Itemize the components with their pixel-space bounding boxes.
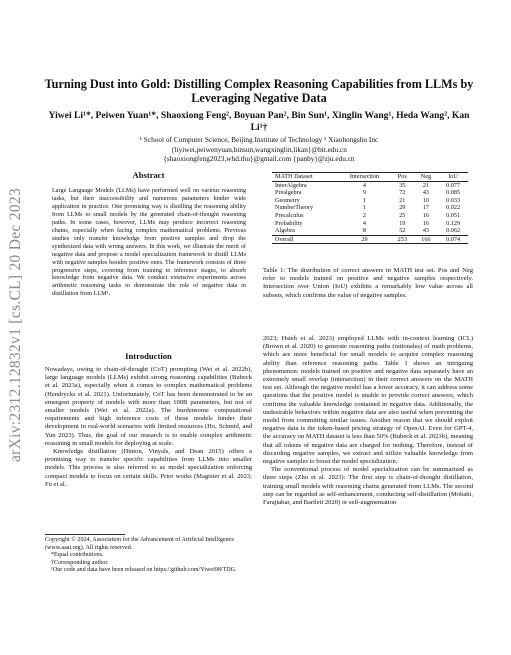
table-cell: 0.129 bbox=[446, 219, 461, 227]
intro-paragraph: Knowledge distillation (Hinton, Vinyals, and Dean 2015) offers a promising way to transfer specific capabilities from LLMs into smaller models. This process is also referred to as model specialization enforcing compact models to focus on certain skills. Prior works (Magister et al. 2023; Fu et al. bbox=[45, 448, 252, 488]
table-cell: 4 bbox=[362, 181, 367, 189]
affiliations bbox=[40, 135, 478, 164]
table-cell: 0.074 bbox=[446, 235, 461, 243]
table-cell: 1 bbox=[362, 196, 367, 204]
table-cell: Overall bbox=[275, 235, 294, 243]
introduction-heading: Introduction bbox=[125, 351, 172, 361]
table-header-cell: Pos bbox=[397, 173, 407, 180]
footnotes bbox=[45, 537, 252, 575]
table-cell: 17 bbox=[422, 204, 430, 212]
arxiv-identifier-stamp bbox=[4, 175, 28, 475]
table-cell: Algebra bbox=[275, 227, 295, 235]
table-1 bbox=[262, 172, 472, 244]
table-cell: 253 bbox=[397, 235, 407, 243]
table-row bbox=[272, 204, 468, 212]
abstract-body: Large Language Models (LLMs) have performed well on various reasoning tasks, but their inaccessibility and numerous parameters hinder wide application in practice. One promising way is distilling the reasoning ability from LLMs to small models by the generated chain-of-thought reasoning paths. In some cases, however, LLMs may produce incorrect reasoning chains, especially when facing complex mathematical problems. Previous studies only transfer knowledge from positive samples and drop the synthesized data with wrong answers. In this work, we illustrate the merit of negative data and propose a model specialization framework to distill LLMs with negative samples besides positive ones. The framework consists of three progressive steps, covering from training to inference stages, to absorb knowledge from negative data. We conduct extensive experiments across arithmetic reasoning tasks to demonstrate the role of negative data in distillation from LLM¹. bbox=[52, 187, 246, 298]
table-caption: Table 1: The distribution of correct answers in MATH test set. Pos and Neg refer to models trained on positive and negative samples respectively. Intersection over Union (IoU) exhibits a remarkably low value across all subsets, which confirms the value of negative samples. bbox=[263, 267, 473, 299]
table-cell: 8 bbox=[362, 227, 367, 235]
table-cell: 21 bbox=[422, 181, 430, 189]
arxiv-stamp-text: arXiv:2312.12832v1 [cs.CL] 20 Dec 2023 bbox=[7, 188, 24, 462]
table-header-cell: Intersection bbox=[349, 173, 380, 180]
paper-title: Turning Dust into Gold: Distilling Complex Reasoning Capabilities from LLMs by Leveraging Negative Data bbox=[44, 77, 474, 105]
right-column-body bbox=[263, 335, 473, 507]
body-paragraph: The conventional process of model specialization can be summarized as three steps (Zhu et al. 2023): The first step is chain-of-thought distillation, training small models with reasoning chains generated from LLMs. The second step can be regarded as self-enhancement, conducting self-distillation (Mobahi, Farajtabar, and Bartlett 2020) or self-augmentation bbox=[263, 466, 473, 507]
footnote-corresponding: †Corresponding author. bbox=[51, 559, 109, 566]
copyright-notice: Copyright © 2024, Association for the Advancement of Artificial Intelligence (www.aaai.org). All rights reserved. bbox=[45, 537, 235, 551]
table-cell: 0.033 bbox=[446, 196, 461, 204]
table-cell: 9 bbox=[362, 189, 367, 197]
affiliation-emails-bit: {liyiwei,peiwenyuan,binsun,wangxinglin,likan}@bit.edu.cn bbox=[171, 144, 347, 154]
affiliation-emails-other: {shaoxiongfeng2023,whd.thu}@gmail.com {panby}@zju.edu.cn bbox=[163, 154, 355, 163]
table-cell: 0.051 bbox=[446, 211, 461, 219]
table-cell: Precalculus bbox=[275, 211, 304, 219]
table-cell: 0.062 bbox=[446, 227, 461, 235]
footnote-equal-contrib: *Equal contributions. bbox=[51, 552, 104, 559]
table-header-row bbox=[272, 173, 468, 182]
table-cell: 21 bbox=[399, 196, 406, 204]
table-row-overall bbox=[272, 235, 468, 244]
table-cell: 43 bbox=[422, 189, 430, 197]
table-cell: 4 bbox=[362, 219, 367, 227]
table-cell: 1 bbox=[362, 204, 367, 212]
footnote-divider bbox=[45, 534, 125, 535]
table-header-cell: Neg bbox=[420, 173, 432, 180]
table-cell: 29 bbox=[361, 235, 368, 243]
table-cell: 2 bbox=[362, 211, 367, 219]
table-cell: 25 bbox=[399, 211, 406, 219]
author-list: Yiwei Li¹*, Peiwen Yuan¹*, Shaoxiong Feng², Boyuan Pan², Bin Sun¹, Xinglin Wang¹, Heda Wang², Kan Li¹† bbox=[48, 110, 470, 133]
table-row bbox=[272, 189, 468, 197]
table-header-cell: IoU bbox=[448, 173, 458, 180]
table-row bbox=[272, 227, 468, 235]
body-paragraph: 2023; Hsieh et al. 2023) employed LLMs with in-context learning (ICL) (Brown et al. 2020) to generate reasoning paths (rationales) of math problems, which are more beneficial for small models to acquire complex reasoning ability than reference reasoning paths. Table 1 shows an intriguing phenomenon: models trained on positive and negative data separately have an extremely small overlap (intersection) in their correct answers on the MATH test set. Although the negative model has a lower accuracy, it can address some questions that the positive model is unable to provide correct answers, which confirms the valuable knowledge contained in negative data. Additionally, the undesirable behaviors within negative data are also useful when preventing the model from committing similar issues. Another reason that we should exploit negative data is the token-based pricing strategy of OpenAI. Even for GPT-4, the accuracy on MATH dataset is less than 50% (Bubeck et al. 2023b), meaning that all tokens of negative data are charged for nothing. Therefore, instead of discarding negative samples, we extract and utilize valuable knowledge from negative samples to boost the model specialization. bbox=[263, 335, 473, 466]
table-cell: 16 bbox=[422, 211, 430, 219]
table-cell: 10 bbox=[422, 196, 430, 204]
table-row bbox=[272, 220, 468, 228]
table-cell: Geometry bbox=[275, 196, 300, 204]
table-cell: 16 bbox=[422, 219, 430, 227]
table-row bbox=[272, 212, 468, 220]
table-cell: 166 bbox=[421, 235, 431, 243]
results-table bbox=[272, 172, 468, 244]
table-cell: 35 bbox=[399, 181, 406, 189]
table-cell: InterAlgebra bbox=[275, 181, 307, 189]
table-cell: 72 bbox=[399, 189, 406, 197]
introduction-body bbox=[45, 366, 252, 489]
table-cell: 52 bbox=[399, 227, 406, 235]
table-cell: 43 bbox=[422, 227, 430, 235]
table-row bbox=[272, 181, 468, 189]
table-cell: NumberTheory bbox=[275, 204, 314, 212]
table-cell: 0.077 bbox=[446, 181, 461, 189]
table-cell: 19 bbox=[399, 219, 406, 227]
table-cell: 0.085 bbox=[446, 189, 461, 197]
footnote-code-release: ¹Our code and data have been released on https://github.com/Yiwei98/TDG. bbox=[51, 567, 237, 574]
table-cell: 0.022 bbox=[446, 204, 461, 212]
table-header-cell: MATH Dataset bbox=[275, 173, 313, 180]
abstract-heading: Abstract bbox=[132, 170, 165, 180]
affiliation-institutions: ¹ School of Computer Science, Beijing Institute of Technology ² Xiaohongshu Inc bbox=[139, 135, 379, 144]
intro-paragraph: Nowadays, owing to chain-of-thought (CoT) prompting (Wei et al. 2022b), large language models (LLMs) exhibit strong reasoning capabilities (Bubeck et al. 2023a), especially when it comes to complex mathematical problems (Hendrycks et al. 2021). Unfortunately, CoT has been demonstrated to be an emergent property of models with more than 100B parameters, but not of smaller models (Wei et al. 2022a). The burdensome computational requirements and high inference costs of these models hinder their development in real-world scenarios with limited resources (Ho, Schmid, and Yun 2023). Thus, the goal of our research is to enable complex arithmetic reasoning in small models for deploying at scale. bbox=[45, 366, 252, 447]
table-row bbox=[272, 197, 468, 205]
table-cell: Probability bbox=[275, 219, 303, 227]
table-cell: Prealgebra bbox=[275, 189, 302, 197]
table-cell: 29 bbox=[399, 204, 406, 212]
